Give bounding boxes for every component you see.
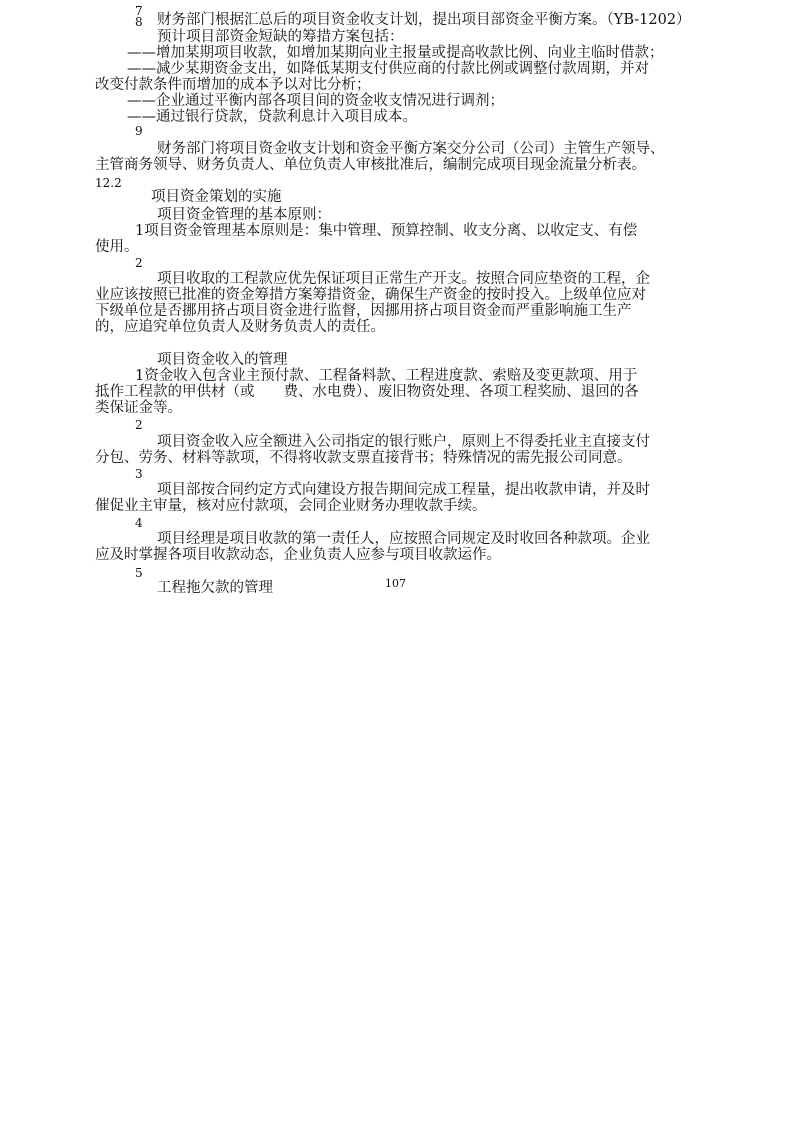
item-number: 4 (135, 516, 143, 530)
subsection-title: 项目资金收入的管理 (157, 352, 288, 368)
text-line: 应及时掌握各项目收款动态，企业负责人应参与项目收款运作。 (95, 547, 501, 563)
text-line: 财务部门根据汇总后的项目资金收支计划，提出项目部资金平衡方案。（YB-1202） (157, 12, 691, 28)
text-line: 类保证金等。 (95, 400, 182, 416)
text-line: 项目资金收入应全额进入公司指定的银行账户，原则上不得委托业主直接支付 (157, 434, 650, 450)
text-line: ——增加某期项目收款，如增加某期向业主报量或提高收款比例、向业主临时借款； (127, 45, 664, 61)
page-number: 107 (385, 577, 406, 590)
item-number: 8 (135, 15, 143, 29)
text-line: ——企业通过平衡内部各项目间的资金收支情况进行调剂； (127, 93, 504, 109)
text-line: 1资金收入包含业主预付款、工程备料款、工程进度款、索赔及变更款项、用于 (135, 368, 638, 384)
text-line: 使用。 (95, 239, 139, 255)
item-number: 2 (135, 418, 143, 432)
subsection-title: 工程拖欠款的管理 (157, 580, 273, 596)
text-line: 抵作工程款的甲供材（或 费、水电费）、废旧物资处理、各项工程奖励、退回的各 (95, 384, 639, 400)
item-number: 9 (135, 124, 143, 138)
item-number: 2 (135, 256, 143, 270)
text-line: 1项目资金管理基本原则是：集中管理、预算控制、收支分离、以收定支、有偿 (135, 223, 638, 239)
text-line: 分包、劳务、材料等款项，不得将收款支票直接背书；特殊情况的需先报公司同意。 (95, 450, 632, 466)
section-number: 12.2 (95, 176, 122, 190)
item-number: 7 (135, 4, 143, 18)
text-line: 业应该按照已批准的资金筹措方案筹措资金，确保生产资金的按时投入。上级单位应对 (95, 287, 646, 303)
item-number: 5 (135, 566, 143, 580)
subsection-title: 项目资金管理的基本原则： (157, 207, 331, 223)
item-number: 3 (135, 467, 143, 481)
text-line: 催促业主审量，核对应付款项，会同企业财务办理收款手续。 (95, 498, 487, 514)
text-line: 主管商务领导、财务负责人、单位负责人审核批准后，编制完成项目现金流量分析表。 (95, 157, 646, 173)
text-line: ——通过银行贷款，贷款利息计入项目成本。 (127, 109, 417, 125)
section-title: 项目资金策划的实施 (151, 189, 282, 205)
text-line: 的，应追究单位负责人及财务负责人的责任。 (95, 319, 385, 335)
text-line: 财务部门将项目资金收支计划和资金平衡方案交分公司（公司）主管生产领导、 (157, 141, 665, 157)
text-line: 项目部按合同约定方式向建设方报告期间完成工程量，提出收款申请，并及时 (157, 482, 650, 498)
text-line: 预计项目部资金短缺的筹措方案包括： (157, 29, 404, 45)
text-line: 项目收取的工程款应优先保证项目正常生产开支。按照合同应垫资的工程，企 (157, 271, 650, 287)
text-line: 改变付款条件而增加的成本予以对比分析； (95, 77, 371, 93)
text-line: 下级单位是否挪用挤占项目资金进行监督，因挪用挤占项目资金而严重影响施工生产 (95, 303, 632, 319)
text-line: ——减少某期资金支出，如降低某期支付供应商的付款比例或调整付款周期，并对 (127, 61, 649, 77)
text-line: 项目经理是项目收款的第一责任人，应按照合同规定及时收回各种款项。企业 (157, 531, 650, 547)
